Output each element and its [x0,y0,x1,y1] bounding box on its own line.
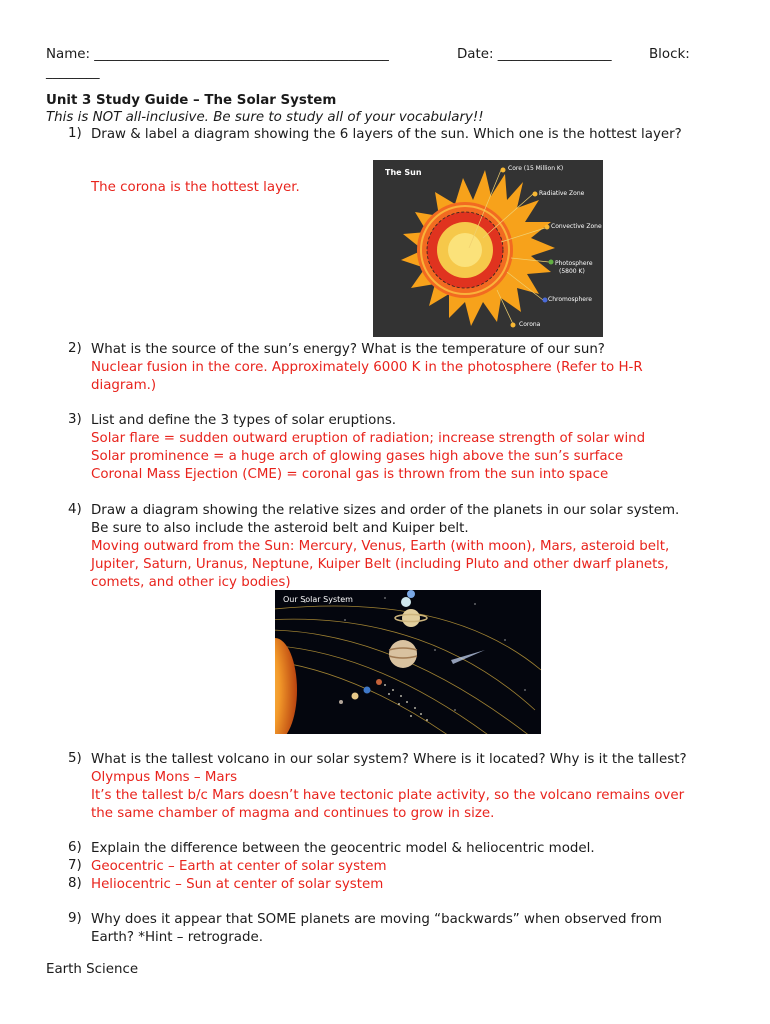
solar-system-svg [275,590,541,734]
neptune-shape [407,590,415,598]
question-prompt: List and define the 3 types of solar eruptions. [91,413,397,428]
answer-line: comets, and other icy bodies) [91,575,291,590]
sun-layers-diagram [373,160,603,337]
question-prompt: Draw a diagram showing the relative sizes and order of the planets in our solar system. [91,503,680,518]
question-number: 3) [68,412,82,427]
sun-shape [275,638,297,734]
question-3 [46,412,746,484]
label-convective-zone: Convective Zone [551,223,602,230]
question-number: 9) [68,911,82,926]
question-9 [46,911,746,947]
answer-line: Nuclear fusion in the core. Approximately 6000 K in the photosphere (Refer to H-R [91,360,643,375]
question-8 [46,876,746,894]
question-7 [46,858,746,876]
asteroid-belt [384,684,428,721]
question-prompt: Be sure to also include the asteroid belt and Kuiper belt. [91,521,469,536]
answer-line: Solar flare = sudden outward eruption of radiation; increase strength of solar wind [91,431,646,446]
question-5 [46,751,746,823]
sun-diagram-svg [373,160,603,337]
question-prompt: What is the source of the sun’s energy? What is the temperature of our sun? [91,342,605,357]
page-title: Unit 3 Study Guide – The Solar System [46,93,337,108]
question-number: 8) [68,876,82,891]
question-number: 4) [68,502,82,517]
answer-line: Geocentric – Earth at center of solar system [91,859,387,874]
answer-line: Jupiter, Saturn, Uranus, Neptune, Kuiper Belt (including Pluto and other dwarf planets, [91,557,669,572]
question-number: 6) [68,840,82,855]
answer-line: It’s the tallest b/c Mars doesn’t have tectonic plate activity, so the volcano remains over [91,788,685,803]
question-number: 7) [68,858,82,873]
question-prompt: Why does it appear that SOME planets are moving “backwards” when observed from [91,912,662,927]
answer-line: the same chamber of magma and continues to grow in size. [91,806,495,821]
solar-system-title: Our Solar System [283,595,353,604]
mercury-shape [339,700,343,704]
sun-diagram-title: The Sun [385,168,422,177]
jupiter-shape [389,640,417,668]
label-core: Core (15 Million K) [508,165,564,172]
answer-line: Coronal Mass Ejection (CME) = coronal gas is thrown from the sun into space [91,467,609,482]
answer-line: Olympus Mons – Mars [91,770,238,785]
uranus-shape [401,597,411,607]
page-subtitle: This is NOT all-inclusive. Be sure to study all of your vocabulary!! [46,110,484,125]
question-prompt: Explain the difference between the geocentric model & heliocentric model. [91,841,595,856]
answer-line: Solar prominence = a huge arch of glowing gases high above the sun’s surface [91,449,624,464]
question-4 [46,502,746,592]
venus-shape [352,693,359,700]
radiative-marker [533,192,538,197]
block-label: Block: [649,47,690,62]
label-photosphere-temp: (5800 K) [559,268,585,275]
label-chromosphere: Chromosphere [548,296,592,303]
question-prompt: What is the tallest volcano in our solar system? Where is it located? Why is it the tallest? [91,752,687,767]
label-corona: Corona [519,321,541,328]
question-1 [46,126,746,144]
corona-marker [511,323,516,328]
solar-system-image [275,590,541,734]
convective-marker [545,225,550,230]
saturn-shape [402,609,420,627]
answer-1: The corona is the hottest layer. [91,180,300,195]
answer-line: diagram.) [91,378,157,393]
mars-shape [376,679,382,685]
core-shape [448,233,482,267]
label-radiative-zone: Radiative Zone [539,190,585,197]
page-footer: Earth Science [46,962,139,977]
question-number: 5) [68,751,82,766]
question-prompt: Earth? *Hint – retrograde. [91,930,264,945]
earth-shape [364,687,371,694]
label-photosphere: Photosphere [555,260,593,267]
question-6 [46,840,746,858]
question-2 [46,341,746,395]
name-field[interactable]: Name: ____________________________________________ [46,47,389,62]
question-number: 1) [68,126,82,141]
date-field[interactable]: Date: _________________ [457,47,612,62]
chromosphere-marker [543,298,548,303]
question-number: 2) [68,341,82,356]
photosphere-marker [549,260,554,265]
block-field[interactable]: ________ [46,65,100,80]
core-marker [501,168,506,173]
question-prompt: Draw & label a diagram showing the 6 layers of the sun. Which one is the hottest layer? [91,127,682,142]
answer-line: Moving outward from the Sun: Mercury, Venus, Earth (with moon), Mars, asteroid belt, [91,539,670,554]
answer-line: Heliocentric – Sun at center of solar system [91,877,384,892]
